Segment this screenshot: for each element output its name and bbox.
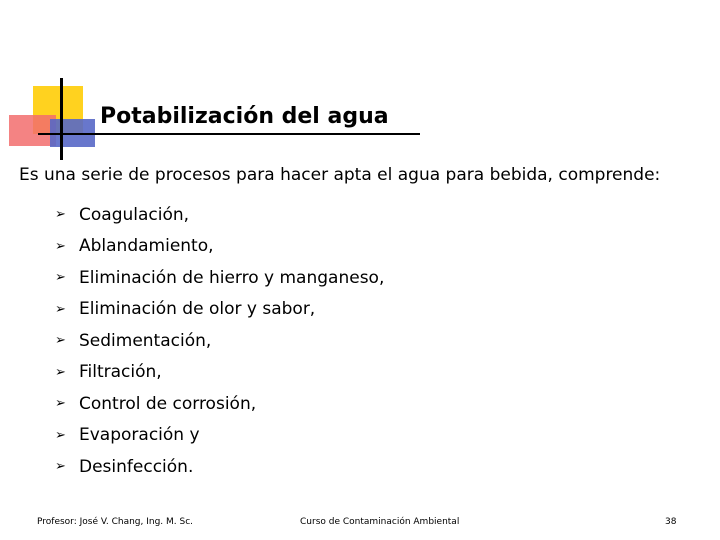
bullet-text: Eliminación de hierro y manganeso, <box>79 267 385 288</box>
logo-vertical-line <box>60 78 63 160</box>
title-underline <box>38 133 420 135</box>
intro-text: Es una serie de procesos para hacer apta el agua para bebida, comprende: <box>19 165 661 185</box>
arrowhead-bullet-icon: ➢ <box>55 333 66 349</box>
bullet-list <box>55 199 384 483</box>
bullet-text: Sedimentación, <box>79 330 212 351</box>
arrowhead-bullet-icon: ➢ <box>55 270 66 286</box>
bullet-item <box>55 294 384 326</box>
bullet-item <box>55 199 384 231</box>
arrowhead-bullet-icon: ➢ <box>55 207 66 223</box>
arrowhead-bullet-icon: ➢ <box>55 396 66 412</box>
bullet-text: Ablandamiento, <box>79 236 214 257</box>
bullet-item <box>55 357 384 389</box>
bullet-text: Coagulación, <box>79 204 190 225</box>
bullet-text: Evaporación y <box>79 425 200 446</box>
bullet-text: Control de corrosión, <box>79 393 257 414</box>
footer-author: Profesor: José V. Chang, Ing. M. Sc. <box>37 517 194 527</box>
bullet-text: Desinfección. <box>79 456 194 477</box>
arrowhead-bullet-icon: ➢ <box>55 364 66 380</box>
bullet-text: Eliminación de olor y sabor, <box>79 299 316 320</box>
slide-title: Potabilización del agua <box>100 104 389 129</box>
bullet-text: Filtración, <box>79 362 162 383</box>
arrowhead-bullet-icon: ➢ <box>55 427 66 443</box>
arrowhead-bullet-icon: ➢ <box>55 238 66 254</box>
bullet-item <box>55 420 384 452</box>
bullet-item <box>55 388 384 420</box>
bullet-item <box>55 451 384 483</box>
arrowhead-bullet-icon: ➢ <box>55 459 66 475</box>
arrowhead-bullet-icon: ➢ <box>55 301 66 317</box>
footer-page-number: 38 <box>665 517 677 527</box>
bullet-item <box>55 325 384 357</box>
bullet-item <box>55 231 384 263</box>
footer-course: Curso de Contaminación Ambiental <box>300 517 460 527</box>
logo-red-rectangle <box>9 115 56 146</box>
bullet-item <box>55 262 384 294</box>
